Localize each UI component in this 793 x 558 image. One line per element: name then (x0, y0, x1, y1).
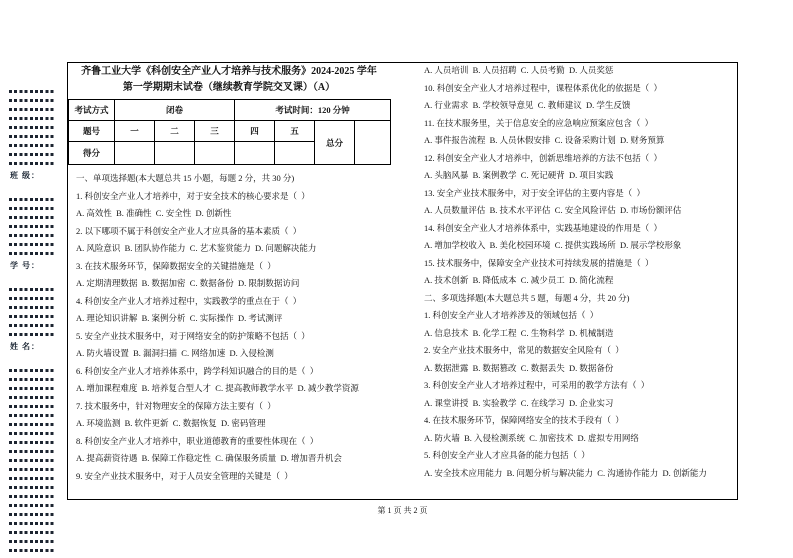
question-line: 12. 科创安全产业人才培养中，创新思维培养的方法不包括（ ） (424, 152, 663, 163)
dotted-line (9, 108, 55, 111)
question-line: 二、多项选择题(本大题总共 5 题，每题 4 分，共 20 分) (424, 292, 630, 303)
question-line: 1. 科创安全产业人才培养中，对于安全技术的核心要求是（ ） (76, 190, 310, 201)
dotted-line (9, 117, 55, 120)
dotted-line (9, 198, 55, 201)
score-label: 得分 (69, 142, 115, 165)
question-line: 9. 安全产业技术服务中，对于人员安全管理的关键是（ ） (76, 470, 293, 481)
question-line: 1. 科创安全产业人才培养涉及的领域包括（ ） (424, 310, 599, 320)
question-line: A. 高效性 B. 准确性 C. 安全性 D. 创新性 (76, 208, 232, 218)
question-line: 8. 科创安全产业人才培养中，职业道德教育的重要性体现在（ ） (76, 435, 319, 446)
dotted-line (9, 207, 55, 210)
question-line: A. 防火墙设置 B. 漏洞扫描 C. 网络加速 D. 入侵检测 (76, 348, 274, 358)
dotted-line (9, 513, 55, 516)
exam-content-box (67, 62, 738, 500)
section-col-4: 四 (235, 121, 275, 142)
dotted-line (9, 432, 55, 435)
dotted-line (9, 540, 55, 543)
question-line: 4. 在技术服务环节，保障网络安全的技术手段有（ ） (424, 415, 624, 425)
dotted-line (9, 405, 55, 408)
question-line: A. 技术创新 B. 降低成本 C. 减少员工 D. 简化流程 (424, 275, 614, 285)
question-line: 5. 安全产业技术服务中，对于网络安全的防护策略不包括（ ） (76, 330, 310, 341)
question-line: A. 提高薪资待遇 B. 保障工作稳定性 C. 确保服务质量 D. 增加晋升机会 (76, 453, 342, 463)
section-col-5: 五 (275, 121, 315, 142)
dotted-line (9, 234, 55, 237)
dotted-line (9, 126, 55, 129)
question-line: 11. 在技术服务里，关于信息安全的应急响应预案应包含（ ） (424, 117, 654, 128)
dotted-line (9, 531, 55, 534)
question-line: 13. 安全产业技术服务中，对于安全评估的主要内容是（ ） (424, 187, 646, 198)
dotted-line (9, 162, 55, 165)
name-label: 姓 名： (10, 342, 40, 351)
dotted-line (9, 450, 55, 453)
question-line: 一、单项选择题(本大题总共 15 小题，每题 2 分，共 30 分) (76, 173, 295, 183)
dotted-line (9, 459, 55, 462)
question-line: 5. 科创安全产业人才应具备的能力包括（ ） (424, 450, 590, 460)
question-line: A. 理论知识讲解 B. 案例分析 C. 实际操作 D. 考试测评 (76, 313, 283, 323)
question-line: 2. 以下哪项不属于科创安全产业人才应具备的基本素质（ ） (76, 225, 302, 236)
question-line: A. 增加学校收入 B. 美化校园环境 C. 提供实践场所 D. 展示学校形象 (424, 240, 682, 250)
question-line: 3. 在技术服务环节，保障数据安全的关键措施是（ ） (76, 260, 276, 271)
exam-time-label: 考试时间：120 分钟 (235, 100, 391, 121)
question-line: 14. 科创安全产业人才培养体系中，实践基地建设的作用是（ ） (424, 222, 663, 233)
dotted-line (9, 333, 55, 336)
dotted-line (9, 423, 55, 426)
dotted-line (9, 315, 55, 318)
dotted-line (9, 477, 55, 480)
question-line: A. 环境监测 B. 软件更新 C. 数据恢复 D. 密码管理 (76, 418, 266, 428)
question-line: 2. 安全产业技术服务中，常见的数据安全风险有（ ） (424, 345, 624, 355)
student-id-label: 学 号： (10, 261, 40, 270)
question-line: A. 行业需求 B. 学校领导意见 C. 教师建议 D. 学生反馈 (424, 100, 631, 110)
question-line: 3. 科创安全产业人才培养过程中，可采用的教学方法有（ ） (424, 380, 650, 390)
score-cell (195, 142, 235, 165)
class-label: 班 级： (10, 171, 40, 180)
score-cell (115, 142, 155, 165)
right-column (424, 65, 736, 485)
dotted-line (9, 468, 55, 471)
exam-method-value: 闭卷 (115, 100, 235, 121)
seal-margin (9, 90, 55, 558)
dotted-line (9, 135, 55, 138)
dotted-line (9, 252, 55, 255)
question-line: A. 人员培训 B. 人员招聘 C. 人员考勤 D. 人员奖惩 (424, 65, 614, 75)
question-number-label: 题号 (69, 121, 115, 142)
dotted-line (9, 378, 55, 381)
question-line: A. 人员数量评估 B. 技术水平评估 C. 安全风险评估 D. 市场份额评估 (424, 205, 682, 215)
question-line: A. 安全技术应用能力 B. 问题分析与解决能力 C. 沟通协作能力 D. 创新能力 (424, 467, 707, 478)
dotted-line (9, 306, 55, 309)
dotted-line (9, 288, 55, 291)
total-score-cell (355, 121, 391, 165)
dotted-line (9, 369, 55, 372)
question-line: A. 风险意识 B. 团队协作能力 C. 艺术鉴赏能力 D. 问题解决能力 (76, 243, 317, 253)
score-cell (235, 142, 275, 165)
question-line: A. 定期清理数据 B. 数据加密 C. 数据备份 D. 限制数据访问 (76, 278, 300, 288)
dotted-line (9, 396, 55, 399)
left-question-list (68, 173, 390, 482)
exam-title-line1: 齐鲁工业大学《科创安全产业人才培养与技术服务》2024-2025 学年 (81, 66, 377, 77)
exam-method-label: 考试方式 (69, 100, 115, 121)
question-line: A. 数据泄露 B. 数据篡改 C. 数据丢失 D. 数据备份 (424, 362, 614, 373)
dotted-line (9, 90, 55, 93)
dotted-line (9, 216, 55, 219)
question-line: 10. 科创安全产业人才培养过程中，课程体系优化的依据是（ ） (424, 82, 663, 93)
dotted-line (9, 297, 55, 300)
exam-info-table (68, 99, 391, 165)
question-line: A. 课堂讲授 B. 实验教学 C. 在线学习 D. 企业实习 (424, 397, 614, 408)
dotted-line (9, 243, 55, 246)
dotted-line (9, 549, 55, 552)
question-line: 6. 科创安全产业人才培养体系中，跨学科知识融合的目的是（ ） (76, 365, 319, 376)
section-col-2: 二 (155, 121, 195, 142)
question-line: A. 增加课程难度 B. 培养复合型人才 C. 提高教师教学水平 D. 减少教学资源 (76, 383, 359, 393)
dotted-line (9, 144, 55, 147)
dotted-line (9, 225, 55, 228)
section-col-1: 一 (115, 121, 155, 142)
dotted-line (9, 495, 55, 498)
exam-title-line2: 第一学期期末试卷（继续教育学院交叉课）（A） (122, 81, 336, 93)
dotted-line (9, 504, 55, 507)
question-line: A. 头脑风暴 B. 案例教学 C. 死记硬背 D. 项目实践 (424, 170, 614, 180)
dotted-line (9, 324, 55, 327)
dotted-line (9, 387, 55, 390)
dotted-line (9, 522, 55, 525)
score-cell (275, 142, 315, 165)
question-line: 15. 技术服务中，保障安全产业技术可持续发展的措施是（ ） (424, 257, 654, 268)
total-score-label: 总分 (315, 121, 355, 165)
score-cell (155, 142, 195, 165)
dotted-line (9, 99, 55, 102)
dotted-line (9, 486, 55, 489)
question-line: 7. 技术服务中，针对物理安全的保障方法主要有（ ） (76, 400, 276, 411)
dotted-line (9, 414, 55, 417)
dotted-line (9, 153, 55, 156)
right-question-list (424, 65, 736, 479)
question-line: A. 信息技术 B. 化学工程 C. 生物科学 D. 机械制造 (424, 327, 614, 338)
question-line: 4. 科创安全产业人才培养过程中，实践教学的重点在于（ ） (76, 295, 302, 306)
section-col-3: 三 (195, 121, 235, 142)
dotted-line (9, 441, 55, 444)
question-line: A. 防火墙 B. 入侵检测系统 C. 加密技术 D. 虚拟专用网络 (424, 432, 639, 443)
page-number-footer: 第 1 页 共 2 页 (377, 506, 428, 515)
question-line: A. 事件报告流程 B. 人员休假安排 C. 设备采购计划 D. 财务预算 (424, 135, 665, 145)
left-column (68, 63, 390, 488)
